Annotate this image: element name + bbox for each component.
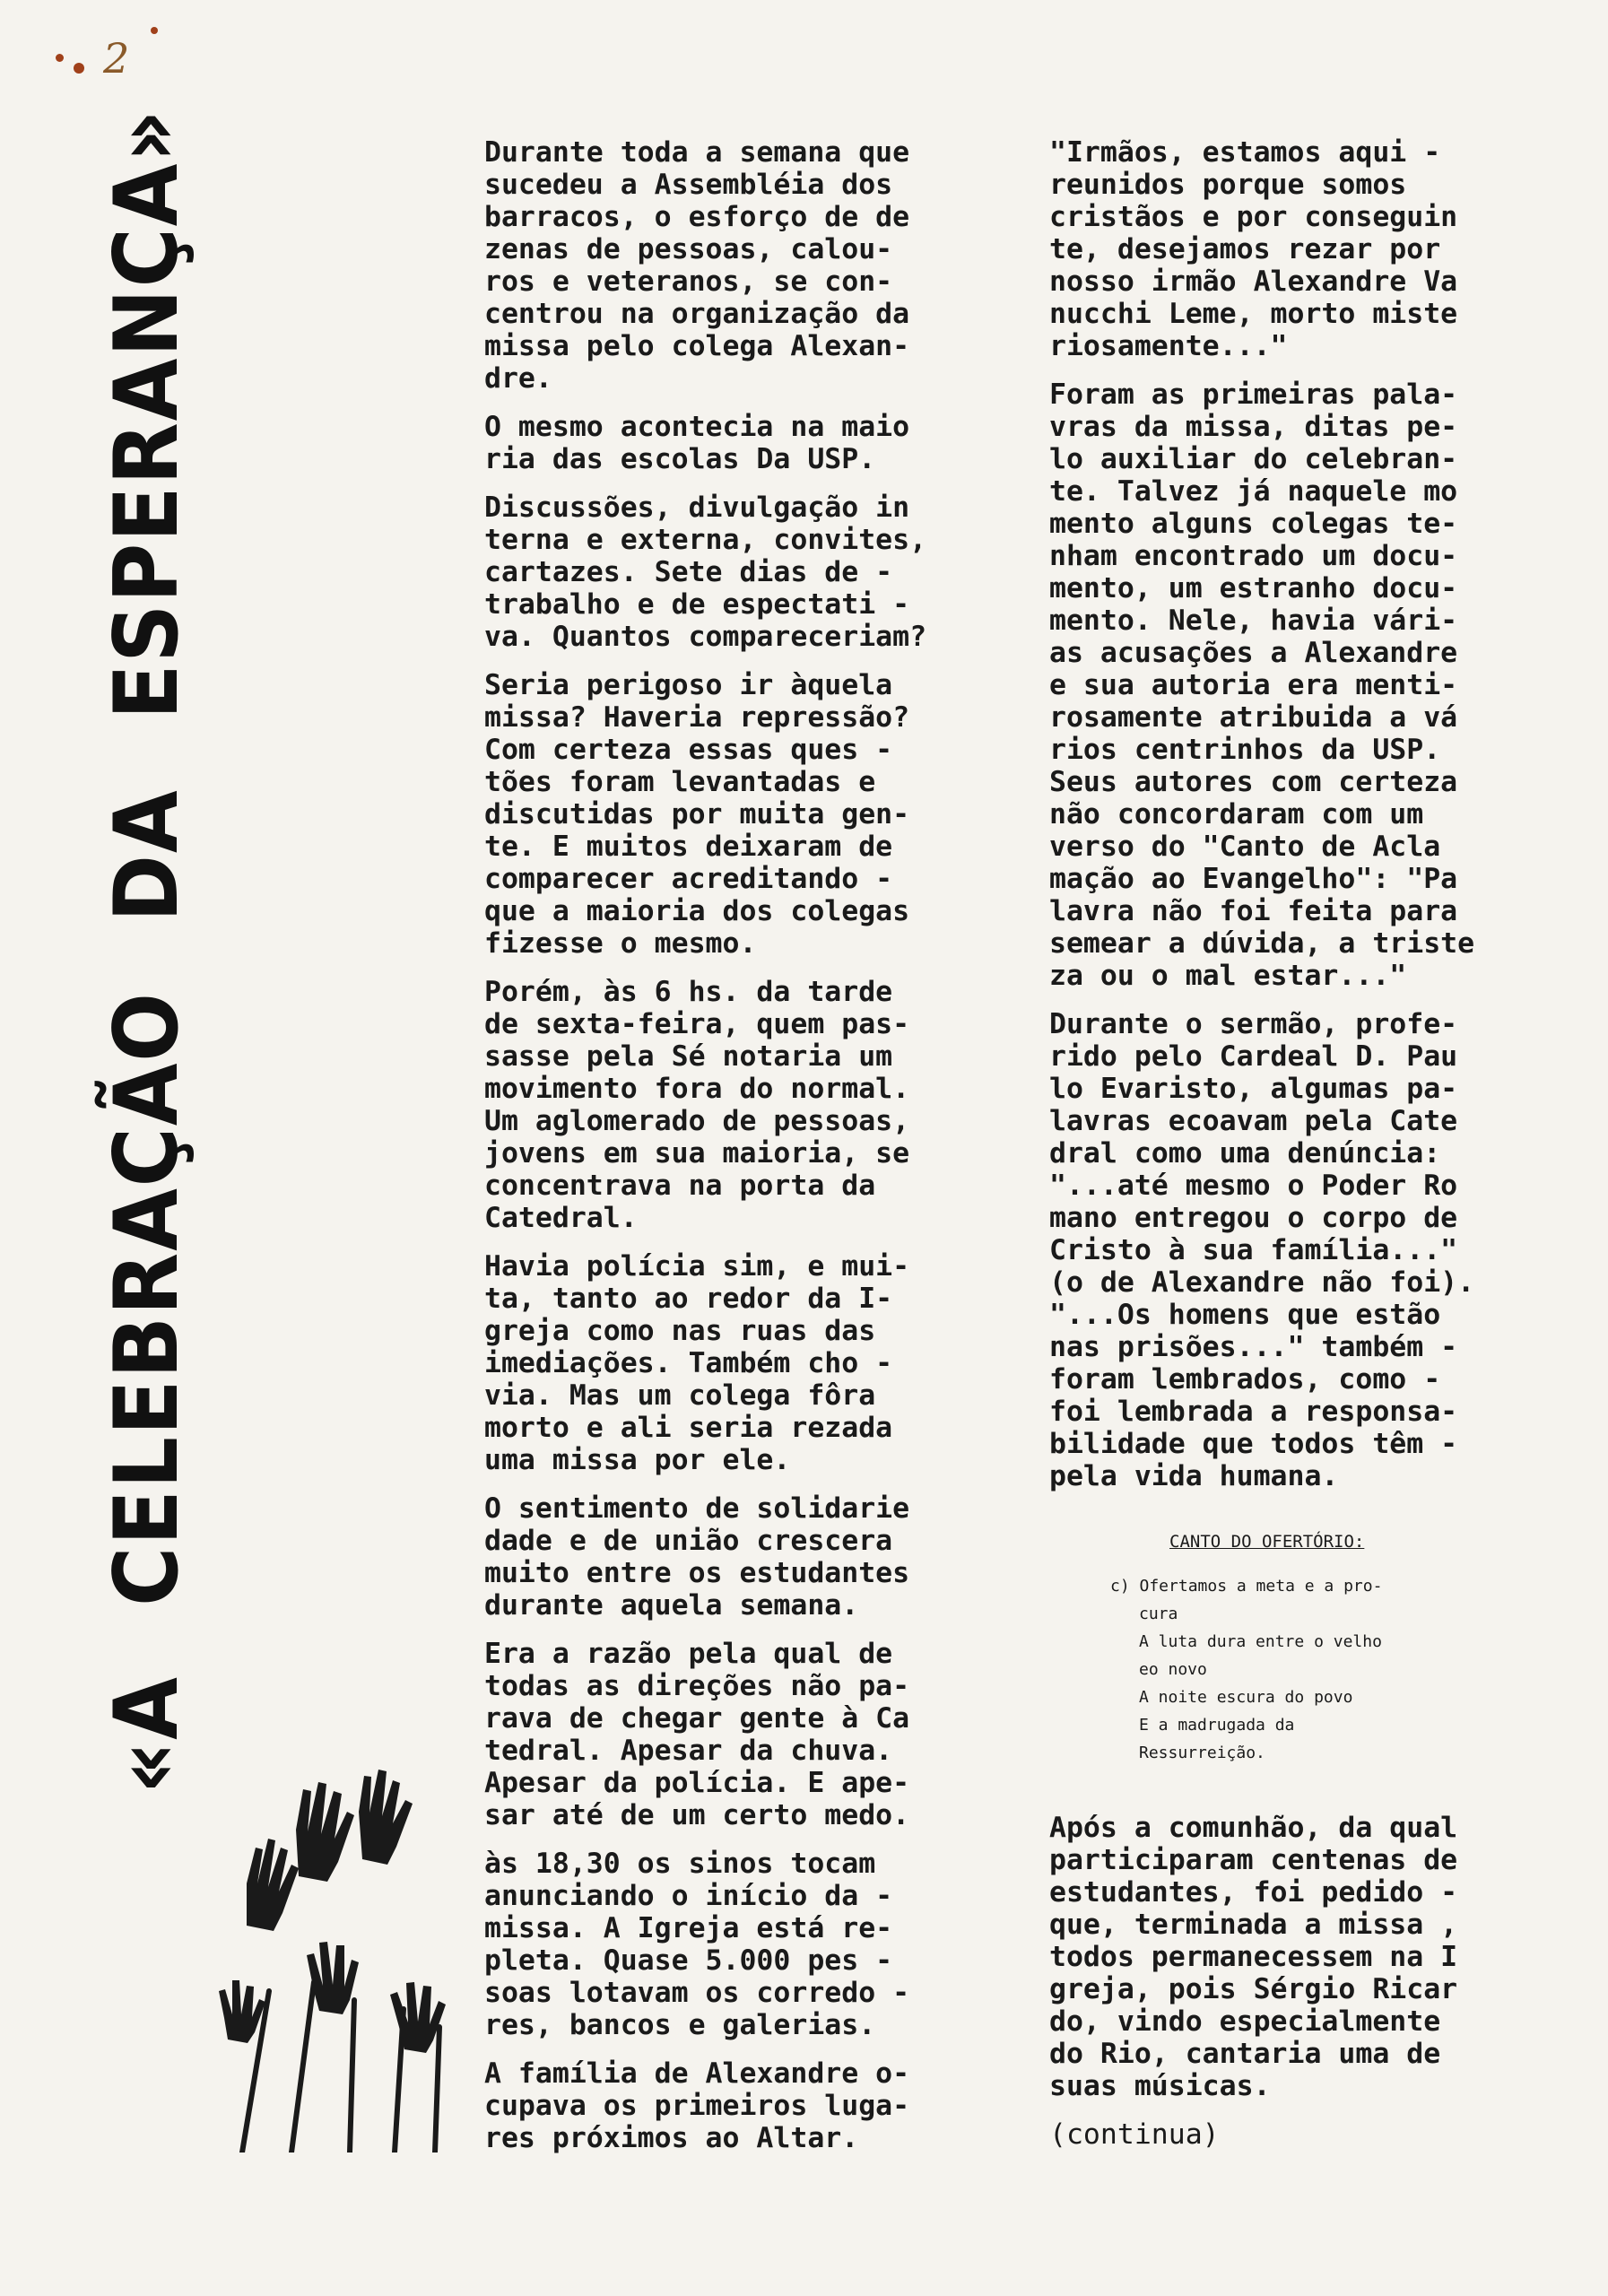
canto-line: E a madrugada da xyxy=(1139,1716,1295,1735)
paragraph: Durante toda a semana que sucedeu a Assembléia dos barracos, o esforço de de zenas de pessoas, calou- ros e veteranos, se con- centrou na organização da missa pelo colega Alexan- dre. xyxy=(484,136,910,395)
ink-spot xyxy=(151,27,158,34)
paragraph: às 18,30 os sinos tocam anunciando o início da - missa. A Igreja está re- pleta. Quase 5.000 pes - soas lotavam os corredo - res, bancos e galerias. xyxy=(484,1848,910,2041)
paragraph: Discussões, divulgação in terna e externa, convites, cartazes. Sete dias de - trabalho e de espectati - va. Quantos compareceriam? xyxy=(484,491,927,653)
canto-line: A noite escura do povo xyxy=(1139,1688,1353,1707)
page-number: 2 xyxy=(103,34,130,83)
canto-line: Ressurreição. xyxy=(1139,1744,1265,1762)
headline: «A CELEBRAÇÃO DA ESPERANÇA» xyxy=(96,108,198,1795)
ink-spot xyxy=(56,54,64,62)
canto-line: c) Ofertamos a meta e a pro- xyxy=(1110,1577,1383,1596)
paragraph: "Irmãos, estamos aqui - reunidos porque somos cristãos e por conseguin te, desejamos rezar por nosso irmão Alexandre Va nucchi Leme, morto miste riosamente..." xyxy=(1049,136,1458,362)
ink-spot xyxy=(74,63,84,74)
paragraph: A família de Alexandre o- cupava os primeiros luga- res próximos ao Altar. xyxy=(484,2057,910,2154)
paragraph: O sentimento de solidarie dade e de união crescera muito entre os estudantes durante aquela semana. xyxy=(484,1492,910,1622)
paragraph: Foram as primeiras pala- vras da missa, ditas pe- lo auxiliar do celebran- te. Talvez já naquele mo mento alguns colegas te- nham encontrado um docu- mento, um estranho docu- mento. Nele, havia vári- as acusações a Alexandre e sua autoria era menti- rosamente atribuida a vá rios centrinhos da USP. Seus autores com certeza não concordaram com um verso do "Canto de Acla mação ao Evangelho": "Pa lavra não foi feita para semear a dúvida, a triste za ou o mal estar..." xyxy=(1049,378,1475,992)
paragraph: Após a comunhão, da qual participaram centenas de estudantes, foi pedido - que, terminada a missa , todos permanecessem na I greja, pois Sérgio Ricar do, vindo especialmente do Rio, cantaria uma de suas músicas. xyxy=(1049,1812,1458,2102)
paragraph: Era a razão pela qual de todas as direções não pa- rava de chegar gente à Ca tedral. Apesar da chuva. Apesar da polícia. E ape- sar até de um certo medo. xyxy=(484,1638,910,1831)
article-column-left xyxy=(484,136,987,2170)
canto-line: A luta dura entre o velho xyxy=(1139,1632,1382,1651)
paragraph: Porém, às 6 hs. da tarde de sexta-feira, quem pas- sasse pela Sé notaria um movimento fora do normal. Um aglomerado de pessoas, jovens em sua maioria, se concentrava na porta da Catedral. xyxy=(484,976,910,1234)
canto-box xyxy=(1049,1528,1534,1767)
article-column-right xyxy=(1049,136,1534,2167)
paragraph: O mesmo acontecia na maio ria das escolas Da USP. xyxy=(484,411,910,475)
canto-line: cura xyxy=(1139,1605,1178,1623)
continua-note: (continua) xyxy=(1049,2118,1220,2151)
canto-title: CANTO DO OFERTÓRIO: xyxy=(1169,1532,1365,1552)
paragraph: Durante o sermão, profe- rido pelo Cardeal D. Pau lo Evaristo, algumas pa- lavras ecoavam pela Cate dral como uma denúncia: "...até mesmo o Poder Ro mano entregou o corpo de Cristo à sua família..." (o de Alexandre não foi). "...Os homens que estão nas prisões..." também - foram lembrados, como - foi lembrada a responsa- bilidade que todos têm - pela vida humana. xyxy=(1049,1008,1475,1492)
paragraph: Seria perigoso ir àquela missa? Haveria repressão? Com certeza essas ques - tões foram levantadas e discutidas por muita gen- te. E muitos deixaram de comparecer acreditando - que a maioria dos colegas fizesse o mesmo. xyxy=(484,669,910,960)
canto-line: eo novo xyxy=(1139,1660,1207,1679)
raised-hands-illustration xyxy=(206,1758,466,2152)
paragraph: Havia polícia sim, e mui- ta, tanto ao redor da I- greja como nas ruas das imediações. Também cho - via. Mas um colega fôra morto e ali seria rezada uma missa por ele. xyxy=(484,1250,910,1476)
